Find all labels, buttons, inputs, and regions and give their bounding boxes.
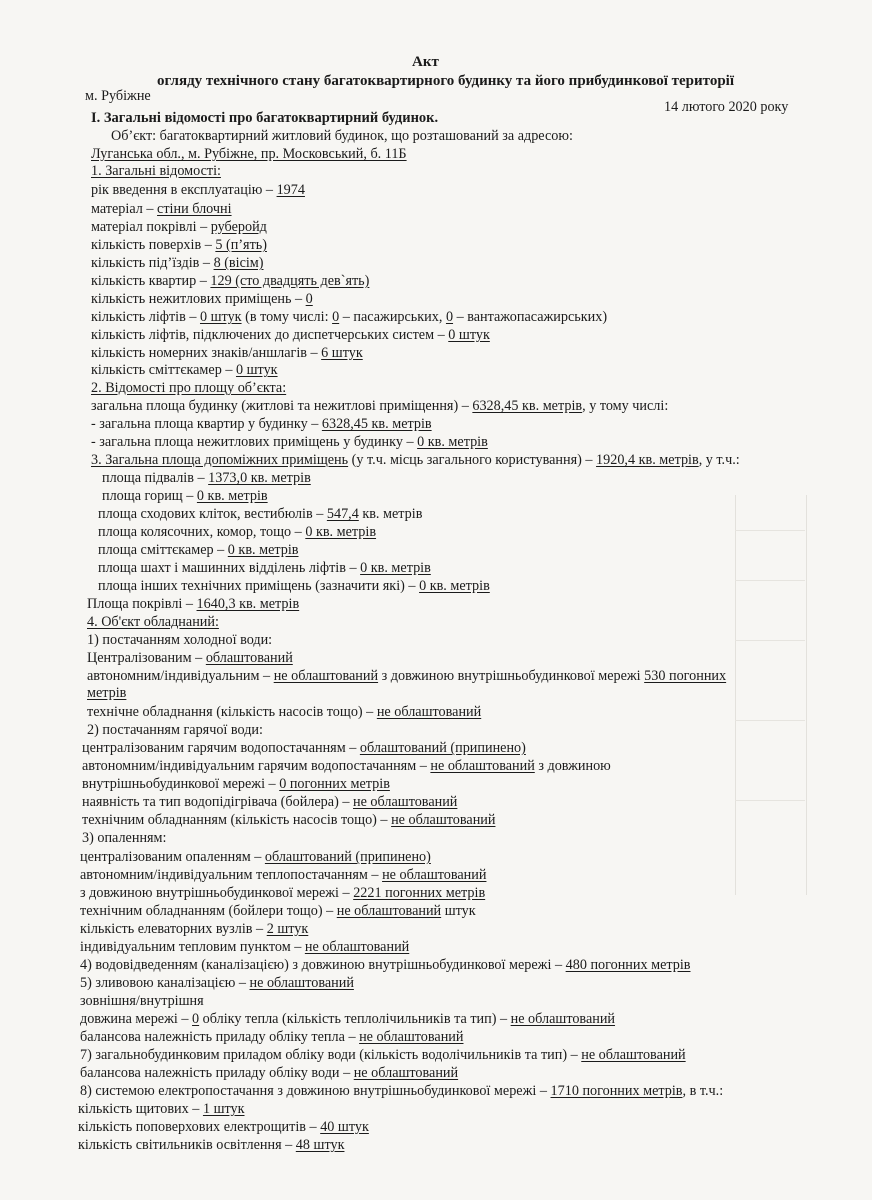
- doc-title: Акт: [412, 54, 439, 70]
- heat-meter-row: довжина мережі – 0 обліку тепла (кількість теплолічильників та тип) – не облаштований: [80, 1011, 616, 1027]
- garbage-area-row: площа сміттєкамер – 0 кв. метрів: [98, 542, 299, 558]
- storm-ext-row: зовнішня/внутрішня: [80, 993, 204, 1009]
- doc-subtitle: огляду технічного стану багатоквартирного будинку та його прибудинкової території: [157, 73, 735, 89]
- area-heading: 2. Відомості про площу об’єкта:: [91, 380, 287, 396]
- general-heading: 1. Загальні відомості:: [91, 163, 221, 179]
- lamps-row: кількість світильників освітлення – 48 штук: [78, 1137, 345, 1153]
- nonres-area-row: - загальна площа нежитлових приміщень у будинку – 0 кв. метрів: [91, 434, 488, 450]
- roof-area-row: Площа покрівлі – 1640,3 кв. метрів: [87, 596, 300, 612]
- electric-row: 8) системою електропостачання з довжиною внутрішньобудинкової мережі – 1710 погонних метрів, в т.ч.:: [80, 1083, 724, 1099]
- heat-meter-balance-row: балансова належність приладу обліку тепла – не облаштований: [80, 1029, 464, 1045]
- section-1-heading: І. Загальні відомості про багатоквартирний будинок.: [91, 110, 439, 126]
- entrances-row: кількість під’їздів – 8 (вісім): [91, 255, 264, 271]
- doc-city: м. Рубіжне: [85, 88, 151, 104]
- storm-row: 5) зливовою каналізацією – не облаштований: [80, 975, 354, 991]
- floor-shields-row: кількість поповерхових електрощитів – 40 штук: [78, 1119, 369, 1135]
- cold-water-heading: 1) постачанням холодної води:: [87, 632, 273, 648]
- hot-central-row: централізованим гарячим водопостачанням – облаштований (припинено): [82, 740, 526, 756]
- hot-network-row: внутрішньобудинкової мережі – 0 погонних метрів: [82, 776, 390, 792]
- cold-central-row: Централізованим – облаштований: [87, 650, 293, 666]
- apartments-area-row: - загальна площа квартир у будинку – 6328,45 кв. метрів: [91, 416, 432, 432]
- roof-material-row: матеріал покрівлі – руберойд: [91, 219, 267, 235]
- heating-heading: 3) опаленням:: [82, 830, 167, 846]
- bleed-through-row: [735, 640, 805, 641]
- total-area-row: загальна площа будинку (житлові та нежитлові приміщення) – 6328,45 кв. метрів, у тому числі:: [91, 398, 669, 414]
- bleed-through-row: [735, 530, 805, 531]
- boiler-row: наявність та тип водопідігрівача (бойлера) – не облаштований: [82, 794, 458, 810]
- shields-row: кількість щитових – 1 штук: [78, 1101, 245, 1117]
- basement-area-row: площа підвалів – 1373,0 кв. метрів: [102, 470, 311, 486]
- itp-row: індивідуальним тепловим пунктом – не облаштований: [80, 939, 410, 955]
- cold-tech-row: технічне обладнання (кількість насосів тощо) – не облаштований: [87, 704, 482, 720]
- cold-autonomous-row: автономним/індивідуальним – не облаштований з довжиною внутрішньобудинкової мережі 530 погонних: [87, 668, 727, 684]
- heat-autonomous-row: автономним/індивідуальним теплопостачанням – не облаштований: [80, 867, 487, 883]
- elevator-nodes-row: кількість елеваторних вузлів – 2 штук: [80, 921, 309, 937]
- bleed-through-row: [735, 800, 805, 801]
- stairs-area-row: площа сходових кліток, вестибюлів – 547,4 кв. метрів: [98, 506, 423, 522]
- lifts-dispatch-row: кількість ліфтів, підключених до диспетчерських систем – 0 штук: [91, 327, 490, 343]
- heat-tech-row: технічним обладнанням (бойлери тощо) – не облаштований штук: [80, 903, 476, 919]
- signs-row: кількість номерних знаків/аншлагів – 6 штук: [91, 345, 363, 361]
- floors-row: кількість поверхів – 5 (п’ять): [91, 237, 267, 253]
- year-row: рік введення в експлуатацію – 1974: [91, 182, 305, 198]
- attic-area-row: площа горищ – 0 кв. метрів: [102, 488, 268, 504]
- lifts-row: кількість ліфтів – 0 штук (в тому числі: 0 – пасажирських, 0 – вантажопасажирських): [91, 309, 608, 325]
- nonresidential-row: кількість нежитлових приміщень – 0: [91, 291, 313, 307]
- bleed-through-row: [735, 720, 805, 721]
- doc-date: 14 лютого 2020 року: [664, 99, 789, 115]
- storage-area-row: площа колясочних, комор, тощо – 0 кв. метрів: [98, 524, 377, 540]
- hot-water-heading: 2) постачанням гарячої води:: [87, 722, 263, 738]
- hot-tech-row: технічним обладнанням (кількість насосів тощо) – не облаштований: [82, 812, 496, 828]
- shafts-area-row: площа шахт і машинних відділень ліфтів – 0 кв. метрів: [98, 560, 431, 576]
- equip-heading: 4. Об'єкт обладнаний:: [87, 614, 219, 630]
- garbage-chambers-row: кількість сміттєкамер – 0 штук: [91, 362, 278, 378]
- hot-autonomous-row: автономним/індивідуальним гарячим водопостачанням – не облаштований з довжиною: [82, 758, 611, 774]
- object-intro: Об’єкт: багатоквартирний житловий будинок, що розташований за адресою:: [111, 128, 573, 144]
- cold-autonomous-row-cont: метрів: [87, 685, 127, 701]
- water-meter-row: 7) загальнобудинковим приладом обліку води (кількість водолічильників та тип) – не облаштований: [80, 1047, 686, 1063]
- bleed-through-table: [735, 495, 807, 895]
- heat-central-row: централізованим опаленням – облаштований (припинено): [80, 849, 431, 865]
- aux-heading: 3. Загальна площа допоміжних приміщень (у т.ч. місць загального користування) – 1920,4 кв. метрів, у т.ч.:: [91, 452, 740, 468]
- apartments-row: кількість квартир – 129 (сто двадцять дев`ять): [91, 273, 370, 289]
- water-meter-balance-row: балансова належність приладу обліку води – не облаштований: [80, 1065, 459, 1081]
- object-address: Луганська обл., м. Рубіжне, пр. Московський, б. 11Б: [91, 146, 407, 162]
- heat-network-row: з довжиною внутрішньобудинкової мережі – 2221 погонних метрів: [80, 885, 486, 901]
- walls-row: матеріал – стіни блочні: [91, 201, 232, 217]
- bleed-through-row: [735, 580, 805, 581]
- sewer-row: 4) водовідведенням (каналізацією) з довжиною внутрішньобудинкової мережі – 480 погонних метрів: [80, 957, 691, 973]
- other-area-row: площа інших технічних приміщень (зазначити які) – 0 кв. метрів: [98, 578, 490, 594]
